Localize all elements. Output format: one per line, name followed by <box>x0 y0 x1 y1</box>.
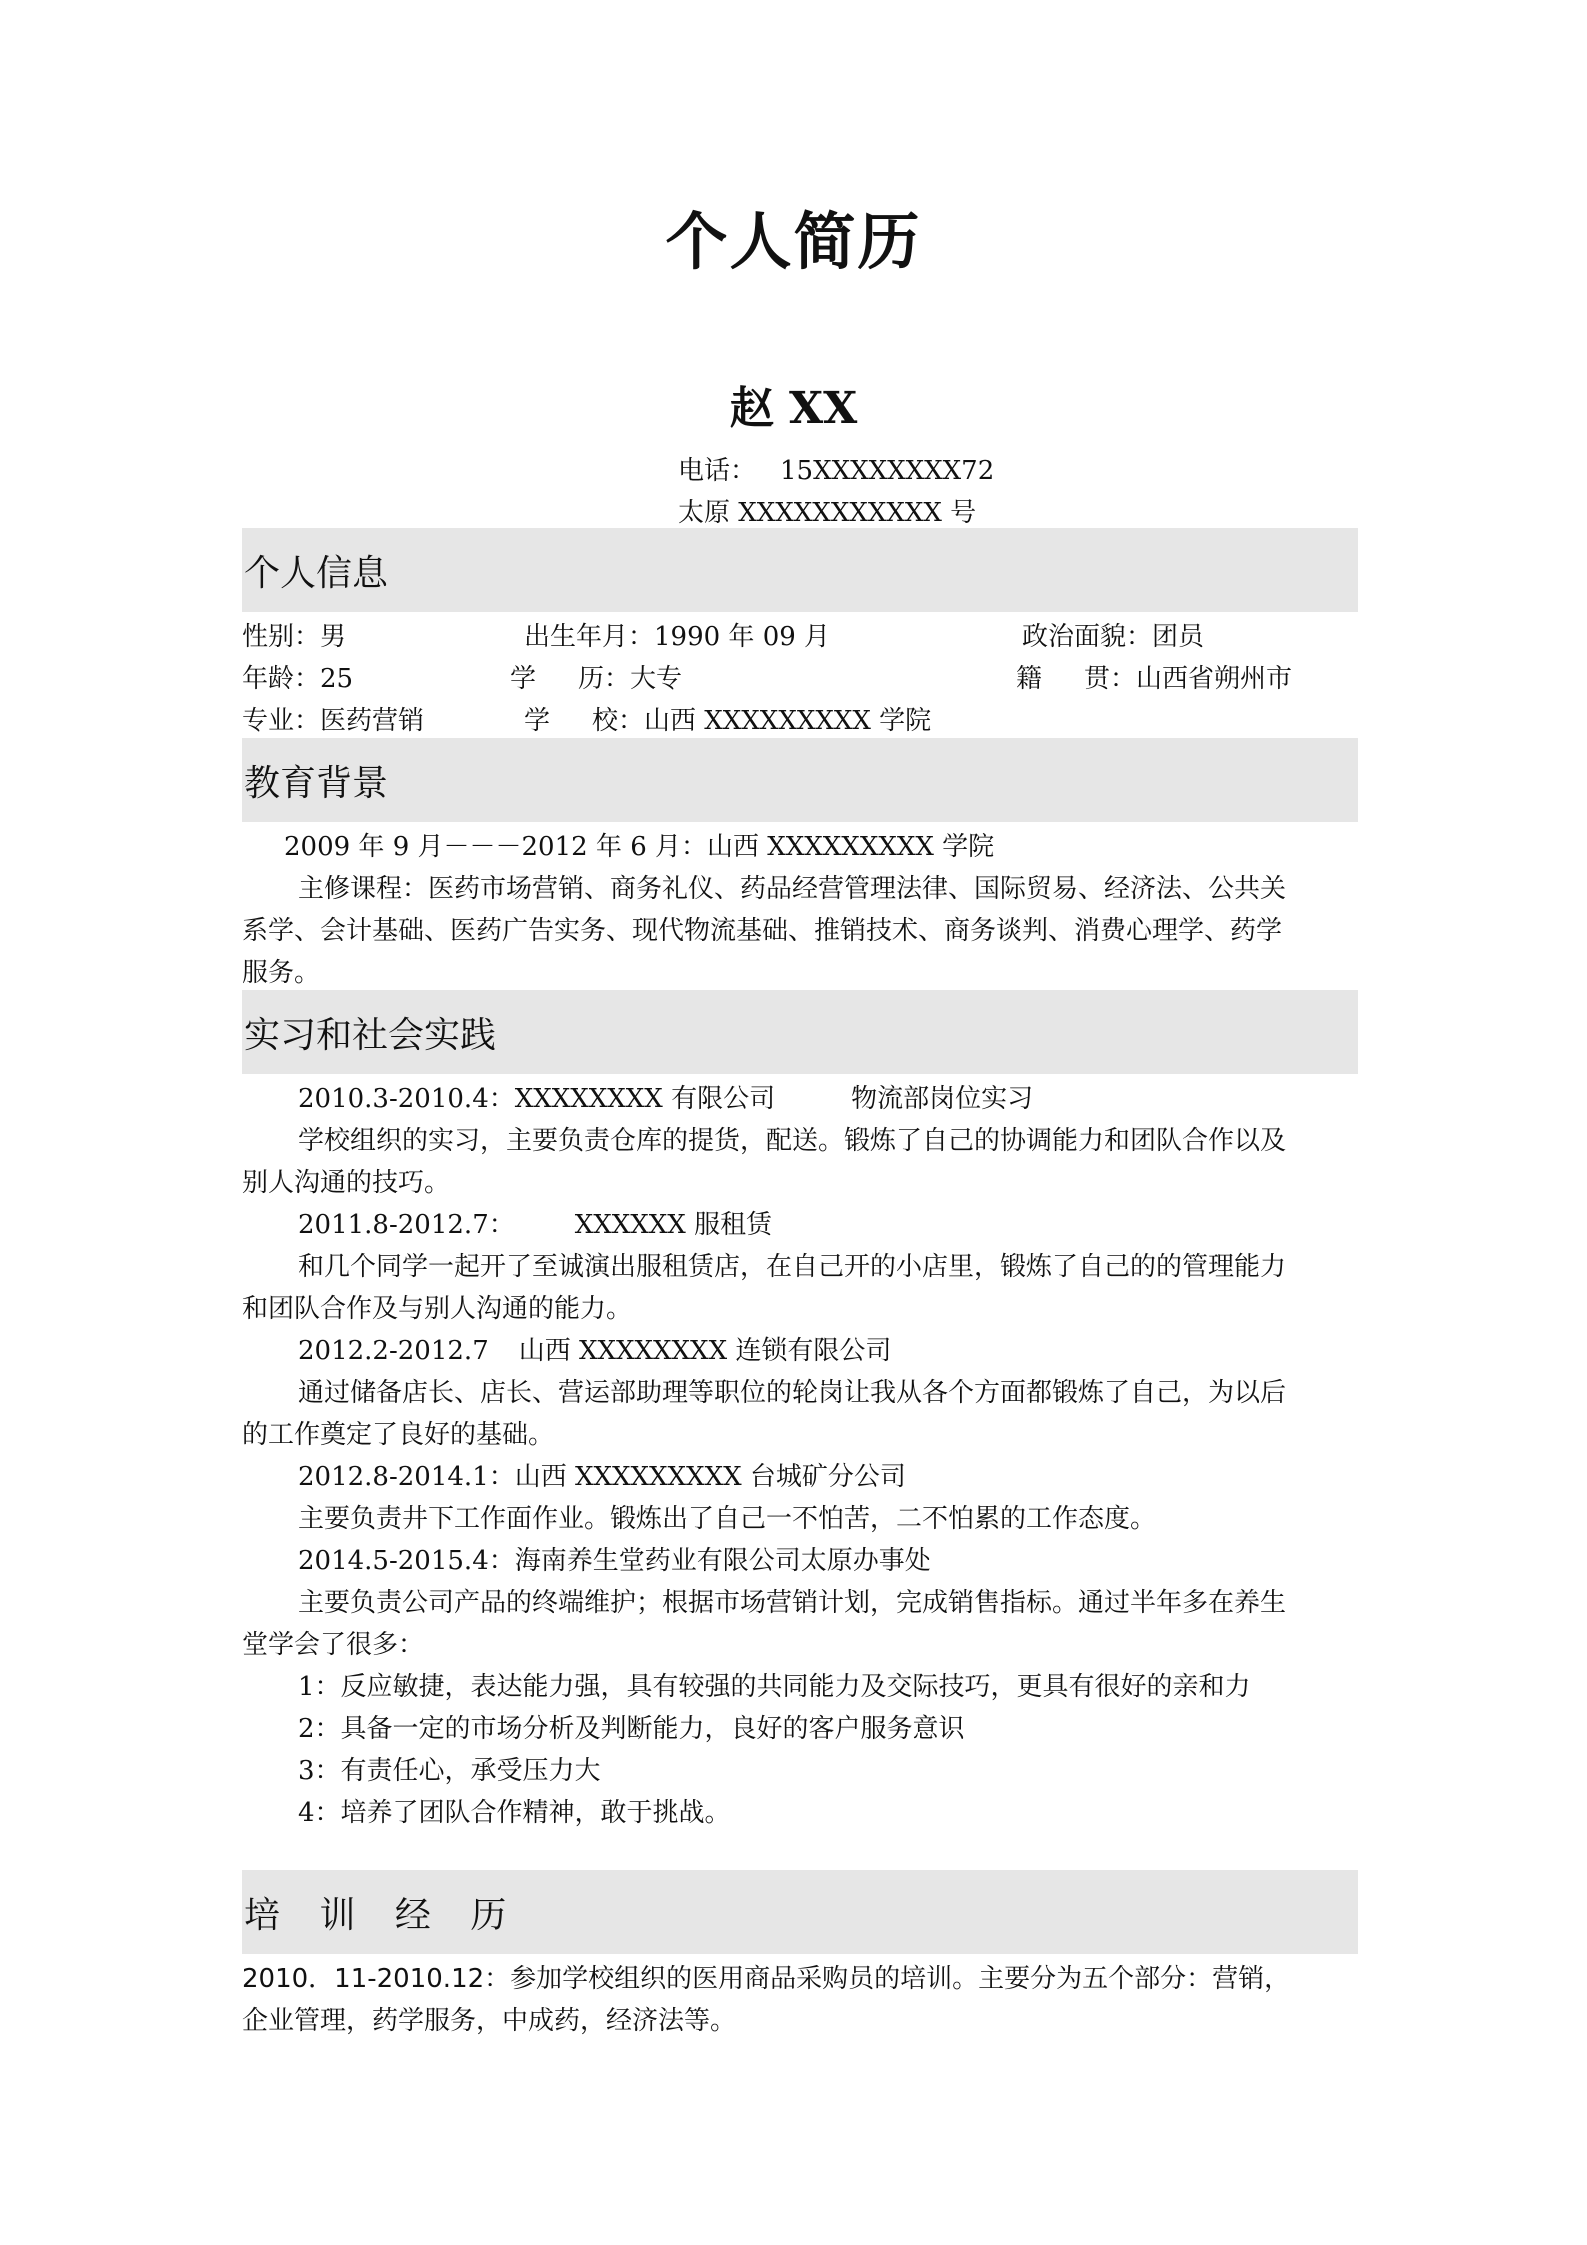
list-item: 3：有责任心，承受压力大 <box>298 1756 601 1786</box>
education-courses-line-1: 主修课程：医药市场营销、商务礼仪、药品经营管理法律、国际贸易、经济法、公共关 <box>298 874 1287 904</box>
political-status-field: 政治面貌：团员 <box>1022 622 1205 652</box>
contact-phone <box>678 450 994 487</box>
practice-entry-3-desc-line-2: 的工作奠定了良好的基础。 <box>242 1420 555 1450</box>
origin-field: 籍贯：山西省朔州市 <box>1016 664 1293 694</box>
age-field: 年龄：25 <box>242 664 354 694</box>
practice-entry-5-title: 2014.5-2015.4：海南养生堂药业有限公司太原办事处 <box>298 1546 931 1576</box>
section-heading-personal: 个人信息 <box>242 528 1358 612</box>
practice-entry-1-desc-line-1: 学校组织的实习，主要负责仓库的提货，配送。锻炼了自己的协调能力和团队合作以及 <box>298 1126 1287 1156</box>
practice-entry-3-desc-line-1: 通过储备店长、店长、营运部助理等职位的轮岗让我从各个方面都锻炼了自己，为以后 <box>298 1378 1287 1408</box>
candidate-name: 赵 XX <box>729 383 858 434</box>
practice-entry-5-desc-line-1: 主要负责公司产品的终端维护；根据市场营销计划，完成销售指标。通过半年多在养生 <box>298 1588 1287 1618</box>
birth-field: 出生年月：1990 年 09 月 <box>524 622 831 652</box>
section-heading-training: 培 训 经 历 <box>242 1870 1358 1954</box>
list-item: 1：反应敏捷，表达能力强，具有较强的共同能力及交际技巧，更具有很好的亲和力 <box>298 1672 1251 1702</box>
practice-entry-3-title: 2012.2-2012.7 山西 XXXXXXXX 连锁有限公司 <box>298 1336 892 1366</box>
section-heading-practice: 实习和社会实践 <box>242 990 1358 1074</box>
section-heading-education: 教育背景 <box>242 738 1358 822</box>
education-level-field: 学历：大专 <box>510 664 683 694</box>
practice-entry-4-title: 2012.8-2014.1：山西 XXXXXXXXX 台城矿分公司 <box>298 1462 906 1492</box>
list-item: 2：具备一定的市场分析及判断能力，良好的客户服务意识 <box>298 1714 965 1744</box>
education-period: 2009 年 9 月－－－2012 年 6 月：山西 XXXXXXXXX 学院 <box>284 832 995 862</box>
practice-entry-2-desc-line-1: 和几个同学一起开了至诚演出服租赁店，在自己开的小店里，锻炼了自己的的管理能力 <box>298 1252 1287 1282</box>
list-item: 4：培养了团队合作精神，敢于挑战。 <box>298 1798 731 1828</box>
practice-entry-5-desc-line-2: 堂学会了很多： <box>242 1630 425 1660</box>
school-field: 学校：山西 XXXXXXXXX 学院 <box>524 706 932 736</box>
practice-entry-1-desc-line-2: 别人沟通的技巧。 <box>242 1168 451 1198</box>
training-line-1: 2010．11-2010.12：参加学校组织的医用商品采购员的培训。主要分为五个部分：营销， <box>242 1964 1291 1994</box>
practice-entry-4-desc: 主要负责井下工作面作业。锻炼出了自己一不怕苦，二不怕累的工作态度。 <box>298 1504 1157 1534</box>
practice-entry-2-desc-line-2: 和团队合作及与别人沟通的能力。 <box>242 1294 633 1324</box>
education-courses-line-2: 系学、会计基础、医药广告实务、现代物流基础、推销技术、商务谈判、消费心理学、药学 <box>242 916 1283 946</box>
training-line-2: 企业管理，药学服务，中成药，经济法等。 <box>242 2006 737 2036</box>
gender-field: 性别：男 <box>242 622 347 652</box>
phone-number: 15XXXXXXXX72 <box>780 456 995 486</box>
document-title: 个人简历 <box>665 205 922 278</box>
contact-address: 太原 XXXXXXXXXXX 号 <box>678 498 977 528</box>
major-field: 专业：医药营销 <box>242 706 425 736</box>
practice-entry-1-title: 2010.3-2010.4：XXXXXXXX 有限公司 物流部岗位实习 <box>298 1084 1034 1114</box>
education-courses-line-3: 服务。 <box>242 958 321 988</box>
practice-entry-2-title: 2011.8-2012.7： XXXXXX 服租赁 <box>298 1210 773 1240</box>
phone-label: 电话： <box>678 456 757 486</box>
